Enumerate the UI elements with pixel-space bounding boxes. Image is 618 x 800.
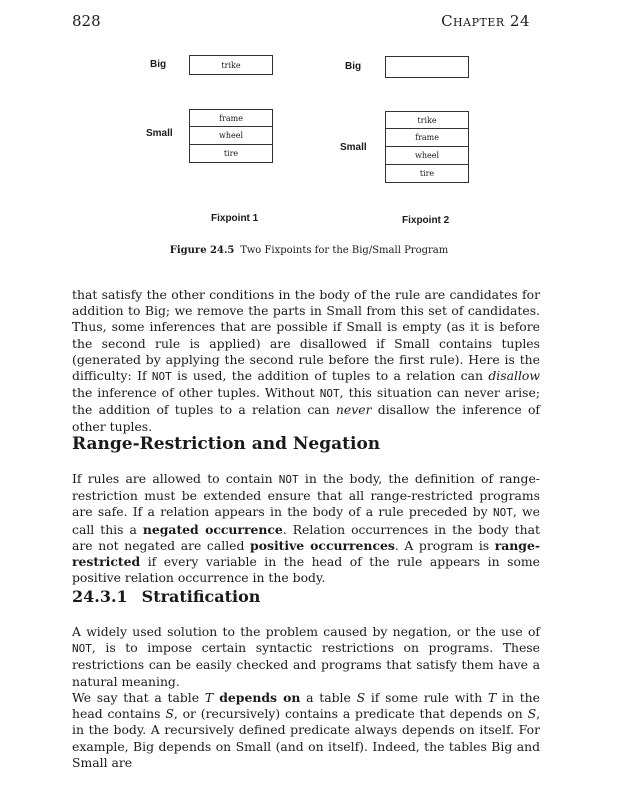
fixpoint2-big-label: Big [345, 61, 362, 72]
keyword: NOT [278, 473, 299, 486]
paragraph-3 [72, 624, 540, 690]
fixpoint2-small-row: trike [385, 111, 469, 129]
section-heading: Range-Restriction and Negation [72, 434, 381, 454]
fixpoint2-small-row: tire [385, 165, 469, 183]
text-run: the inference of other tuples. Without [72, 385, 320, 401]
term: range-restricted [72, 537, 540, 570]
text-run: that satisfy the other conditions in the body of the rule are candidates for addition to Big; we remove the parts in Small from this set of candidates. Thus, some inferences that are possible if Small is empty (as it is before the second rule is applied) are disallowed if Small contains tuples (generated by applying the second rule before the first rule). Here is the difficulty: If [72, 287, 540, 384]
fixpoint2-small-row: wheel [385, 147, 469, 165]
fixpoint2-small-label: Small [340, 142, 367, 153]
fixpoint2-small-row: frame [385, 129, 469, 147]
text-run: . A program is [394, 537, 495, 553]
figure-caption [0, 245, 618, 256]
text-run: A widely used solution to the problem caused by negation, or the use of [72, 624, 540, 639]
figure-caption-label: Figure 24.5 [169, 245, 235, 256]
fixpoint1-caption: Fixpoint 1 [211, 213, 259, 224]
subsection-number: 24.3.1 [72, 587, 128, 606]
text-run: We say that a table [72, 690, 205, 705]
page-number: 828 [72, 12, 101, 30]
fixpoint1-small-table [189, 109, 273, 163]
paragraph-4 [72, 690, 540, 771]
fixpoint1-small-row: frame [189, 109, 273, 127]
text-run: If rules are allowed to contain [72, 471, 279, 486]
text-run: , in the body. A recursively defined predicate always depends on itself. For example, Big depends on Small (and on itself). Indeed, the tables Big and Small are [72, 706, 541, 770]
text-run: if every variable in the head of the rule appears in some positive relation occurrence in the body. [72, 554, 540, 586]
paragraph-2 [72, 471, 540, 586]
fixpoint1-big-row: trike [189, 55, 273, 75]
text-run: is used, the addition of tuples to a relation can [171, 368, 489, 384]
subsection-title: Stratification [141, 587, 261, 606]
emphasis: disallow [488, 368, 540, 384]
figure-caption-text: Two Fixpoints for the Big/Small Program [240, 245, 449, 256]
text-run: , we call this a [72, 504, 540, 537]
variable: S [165, 706, 174, 722]
text-run: in the body, the definition of range-restriction must be extended ensure that all range-restricted programs are safe. If a relation appears in the body of a rule preceded by [72, 471, 540, 520]
fixpoint2-big-table [385, 56, 469, 78]
keyword: NOT [151, 370, 172, 384]
fixpoint2-small-table [385, 111, 469, 183]
variable: S [356, 690, 366, 705]
chapter-title: Chapter 24 [441, 12, 530, 30]
text-run: , is to impose certain syntactic restrictions on programs. These restrictions can be easily checked and programs that satisfy them have a natural meaning. [72, 640, 540, 689]
keyword: NOT [319, 387, 340, 401]
variable: S [527, 706, 537, 722]
variable: T [204, 690, 214, 705]
fixpoint1-small-label: Small [146, 128, 173, 139]
text-run: disallow the inference of other tuples. [72, 402, 540, 434]
emphasis: never [335, 402, 372, 418]
fixpoint2-caption: Fixpoint 2 [402, 215, 450, 226]
term: negated occurrence [142, 521, 283, 537]
keyword: NOT [492, 506, 513, 520]
fixpoint1-small-row: tire [189, 145, 273, 163]
text-run: , or (recursively) contains a predicate that depends on [173, 706, 528, 722]
fixpoint1-big-label: Big [150, 59, 167, 70]
term: depends on [213, 690, 301, 705]
paragraph-1 [72, 287, 540, 435]
text-run: a table [300, 690, 357, 705]
text-run: . Relation occurrences in the body that are not negated are called [72, 521, 540, 553]
text-run: , this situation can never arise; the addition of tuples to a relation can [72, 385, 541, 418]
text-run: if some rule with [365, 690, 488, 705]
fixpoint1-small-row: wheel [189, 127, 273, 145]
term: positive occurrences [250, 537, 395, 553]
text-run: in the head contains [72, 690, 540, 722]
keyword: NOT [72, 642, 92, 656]
fixpoint1-big-table [189, 55, 273, 75]
variable: T [488, 690, 497, 705]
subsection-heading [72, 587, 260, 606]
